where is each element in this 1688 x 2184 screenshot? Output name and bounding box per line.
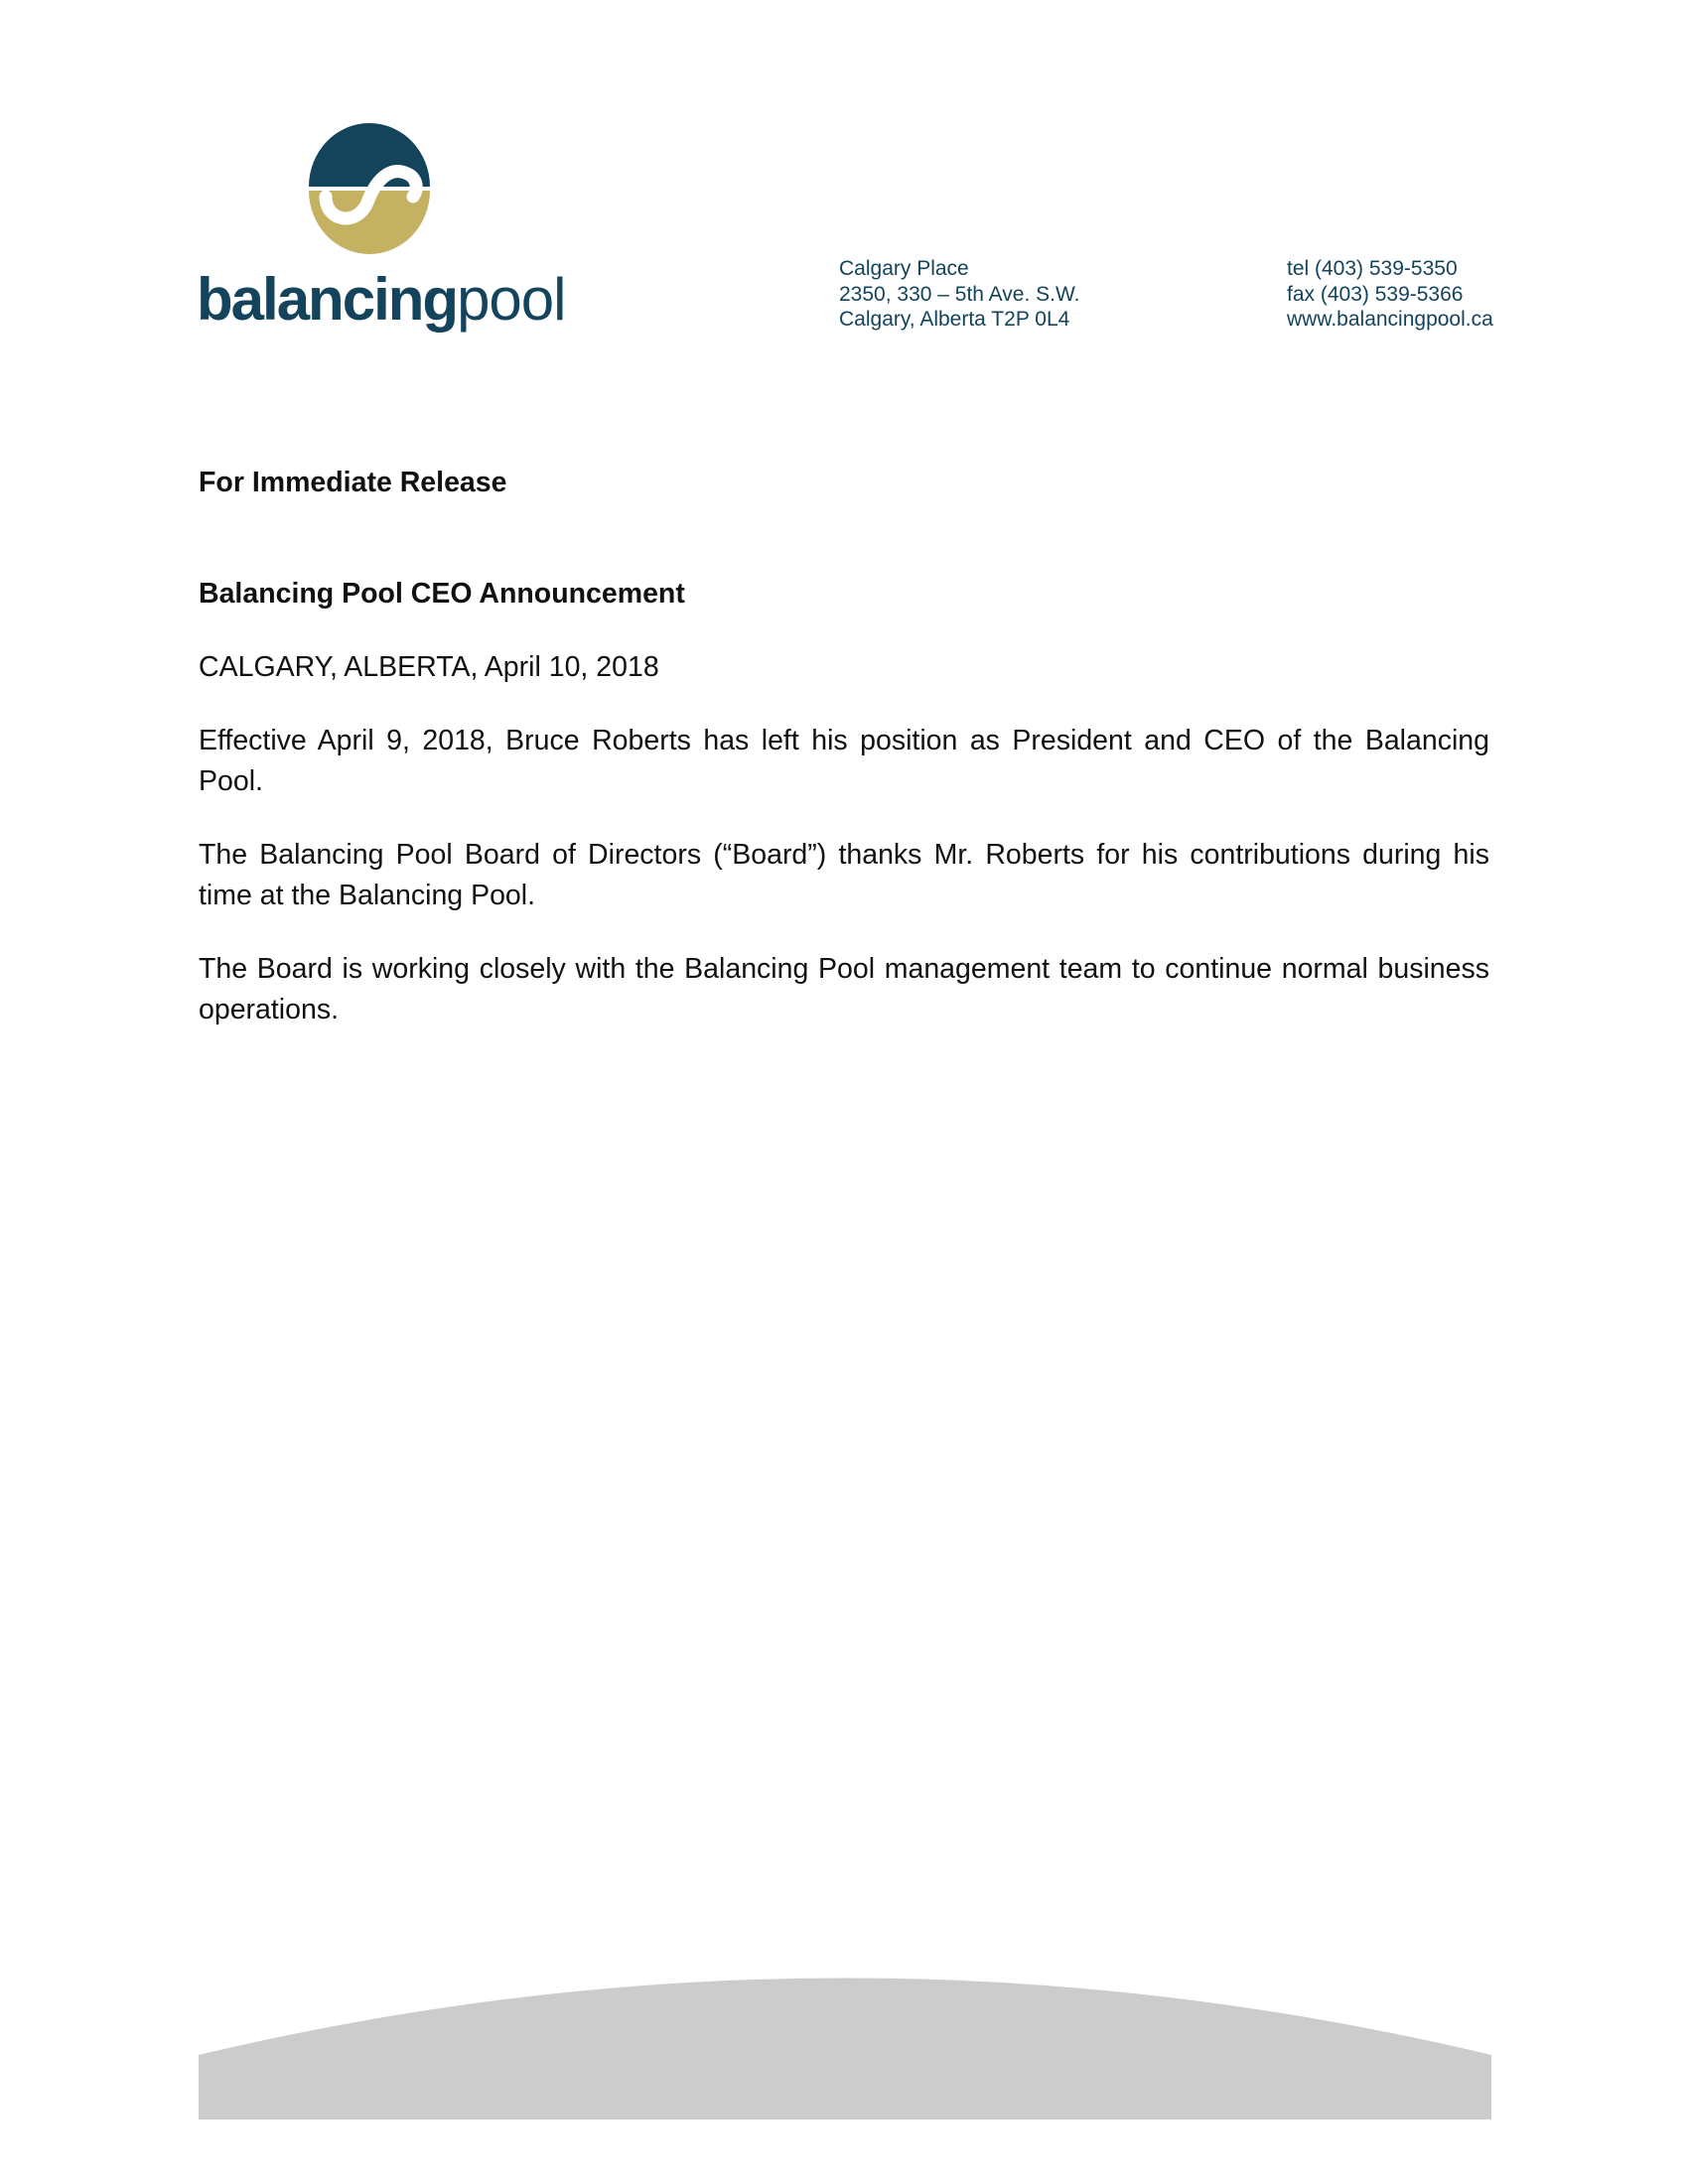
address-line: 2350, 330 – 5th Ave. S.W. — [839, 282, 1080, 306]
fax-number: fax (403) 539-5366 — [1287, 282, 1464, 306]
logo-wordmark — [197, 266, 566, 333]
letterhead-contact — [1287, 256, 1493, 333]
footer-swoosh — [199, 1971, 1491, 2119]
logo-wordmark-light: pool — [457, 266, 566, 333]
logo-wordmark-bold: balancing — [197, 266, 458, 333]
telephone-number: tel (403) 539-5350 — [1287, 257, 1458, 280]
letterhead-address — [839, 256, 1079, 333]
balancing-pool-logo — [197, 123, 566, 351]
logo-mark-icon — [306, 123, 433, 256]
release-label: For Immediate Release — [199, 467, 507, 498]
press-release-body — [199, 463, 1489, 1063]
release-paragraph: The Balancing Pool Board of Directors (“Board”) thanks Mr. Roberts for his contributions during his time at the Balancing Pool. — [199, 839, 1489, 911]
release-paragraph: Effective April 9, 2018, Bruce Roberts has left his position as President and CEO of the Balancing Pool. — [199, 725, 1489, 797]
release-paragraph: The Board is working closely with the Balancing Pool management team to continue normal business operations. — [199, 953, 1489, 1025]
release-title: Balancing Pool CEO Announcement — [199, 578, 685, 610]
address-line: Calgary, Alberta T2P 0L4 — [839, 308, 1070, 331]
address-line: Calgary Place — [839, 257, 969, 280]
release-dateline: CALGARY, ALBERTA, April 10, 2018 — [199, 651, 659, 683]
website-link[interactable]: www.balancingpool.ca — [1287, 308, 1493, 331]
